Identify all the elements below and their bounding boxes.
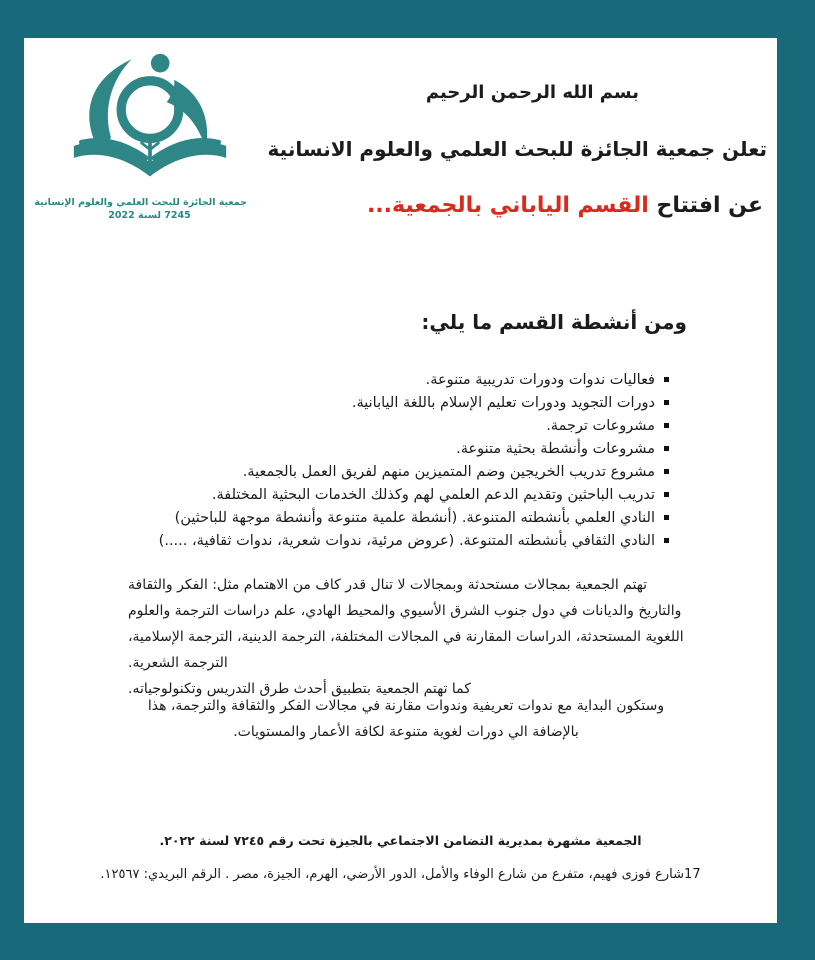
- bullet-square-icon: [664, 492, 669, 497]
- body-paragraph-teaching: كما تهتم الجمعية بتطبيق أحدث طرق التدريس وتكنولوجياته.: [128, 681, 471, 697]
- bullet-square-icon: [664, 538, 669, 543]
- body-paragraph-block: [128, 572, 684, 702]
- list-item: [159, 437, 669, 460]
- activities-heading: ومن أنشطة القسم ما يلي:: [421, 310, 687, 334]
- logo-registration-number: 7245 لسنة 2022: [108, 210, 191, 221]
- body-paragraph-interests: تهتم الجمعية بمجالات مستحدثة وبمجالات لا تنال قدر كاف من الاهتمام مثل: الفكر والثقافة والتاريخ والديانات في دول جنوب الشرق الأسيوي والمحيط الهادي، علم دراسات الترجمة والعلوم اللغوية المستحدثة، الدراسات المقارنة في المجالات المختلفة، الترجمة الدينية، الترجمة الإسلامية، الترجمة الشعرية.: [128, 577, 684, 671]
- list-item-text: مشروعات وأنشطة بحثية متنوعة.: [456, 440, 655, 457]
- list-item: [159, 368, 669, 391]
- list-item-text: تدريب الباحثين وتقديم الدعم العلمي لهم وكذلك الخدمات البحثية المختلفة.: [211, 486, 655, 503]
- opening-line: [367, 193, 763, 218]
- list-item: [159, 414, 669, 437]
- bullet-square-icon: [664, 377, 669, 382]
- list-item-text: النادي العلمي بأنشطته المتنوعة. (أنشطة علمية متنوعة وأنشطة موجهة للباحثين): [174, 509, 655, 526]
- bullet-square-icon: [664, 400, 669, 405]
- list-item: [159, 529, 669, 552]
- list-item-text: النادي الثقافي بأنشطته المتنوعة. (عروض مرئية، ندوات شعرية، ندوات ثقافية، .....): [158, 532, 655, 549]
- list-item-text: مشروع تدريب الخريجين وضم المتميزين منهم لفريق العمل بالجمعية.: [242, 463, 655, 480]
- opening-prefix-text: عن افتتاح: [648, 193, 763, 218]
- footer-registration-line: الجمعية مشهرة بمديرية التضامن الاجتماعي بالجيزة تحت رقم ٧٢٤٥ لسنة ٢٠٢٢.: [159, 833, 642, 848]
- list-item: [159, 483, 669, 506]
- bullet-square-icon: [664, 446, 669, 451]
- list-item: [159, 460, 669, 483]
- list-item-text: فعاليات ندوات ودورات تدريبية متنوعة.: [425, 371, 655, 388]
- list-item: [159, 391, 669, 414]
- list-item-text: مشروعات ترجمة.: [546, 417, 655, 434]
- body-paragraph-kickoff: وستكون البداية مع ندوات تعريفية وندوات مقارنة في مجالات الفكر والثقافة والترجمة، هذا بالإضافة الي دورات لغوية متنوعة لكافة الأعمار والمستويات.: [147, 698, 665, 740]
- activities-list: [159, 368, 669, 552]
- book-person-logo-icon: [66, 52, 234, 196]
- bullet-square-icon: [664, 469, 669, 474]
- logo-org-name: جمعية الجائزة للبحث العلمي والعلوم الإنسانية: [34, 197, 247, 208]
- list-item-text: دورات التجويد ودورات تعليم الإسلام باللغة اليابانية.: [351, 394, 655, 411]
- bullet-square-icon: [664, 515, 669, 520]
- paper-page: [24, 38, 777, 923]
- bismillah-line: بسم الله الرحمن الرحيم: [425, 82, 639, 103]
- footer-address-line: 17شارع فوزى فهيم، متفرع من شارع الوفاء والأمل، الدور الأرضي، الهرم، الجيزة، مصر . الرقم البريدي: ١٢٥٦٧.: [100, 867, 701, 882]
- list-item: [159, 506, 669, 529]
- opening-highlight-text: القسم الياباني بالجمعية...: [366, 193, 649, 218]
- organization-logo: [34, 52, 247, 222]
- announcement-line: تعلن جمعية الجائزة للبحث العلمي والعلوم الانسانية: [267, 137, 767, 161]
- bullet-square-icon: [664, 423, 669, 428]
